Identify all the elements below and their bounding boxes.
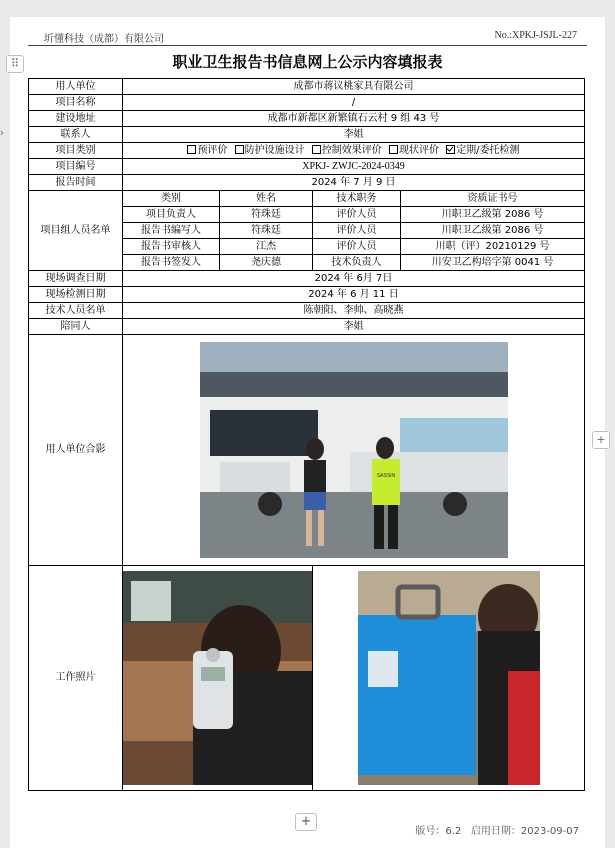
version-label: 版号：6.2 [415, 826, 462, 837]
label-group-photo: 用人单位合影 [29, 335, 123, 566]
label-team: 项目组人员名单 [29, 191, 123, 271]
value-survey-date[interactable]: 2024 年 6月 7日 [123, 271, 585, 287]
category-option-control[interactable]: 控制效果评价 [312, 145, 382, 156]
row-test-date [29, 287, 585, 303]
team-name[interactable]: 符珠廷 [220, 207, 313, 223]
document-number: No.:XPKJ-JSJL-227 [494, 30, 577, 41]
value-project-no[interactable]: XPKJ- ZWJC-2024-0349 [123, 159, 585, 175]
team-name[interactable]: 符珠廷 [220, 223, 313, 239]
checkbox-icon[interactable] [187, 145, 196, 154]
value-test-date[interactable]: 2024 年 6 月 11 日 [123, 287, 585, 303]
category-option-status[interactable]: 现状评价 [389, 145, 439, 156]
add-right-icon[interactable]: + [592, 431, 610, 449]
category-options [123, 143, 585, 159]
work-photo-cell-right [313, 566, 585, 791]
vest-text: SASSIN [376, 473, 395, 479]
label-companion: 陪同人 [29, 319, 123, 335]
category-option-design[interactable]: 防护设施设计 [235, 145, 305, 156]
team-header-cert: 资质证书号 [401, 191, 585, 207]
value-address[interactable]: 成都市新都区新繁镇石云村 9 组 43 号 [123, 111, 585, 127]
label-address: 建设地址 [29, 111, 123, 127]
team-role: 报告书签发人 [123, 255, 220, 271]
label-work-photo: 工作照片 [29, 566, 123, 791]
footer-info [415, 822, 579, 837]
label-category: 项目类别 [29, 143, 123, 159]
label-test-date: 现场检测日期 [29, 287, 123, 303]
row-group-photo [29, 335, 585, 566]
collapse-chevron-icon[interactable]: › [0, 126, 5, 139]
page-title: 职业卫生报告书信息网上公示内容填报表 [172, 53, 443, 71]
label-employer: 用人单位 [29, 79, 123, 95]
value-contact[interactable]: 李姐 [123, 127, 585, 143]
category-option-periodic[interactable]: 定期/委托检测 [446, 145, 519, 156]
row-employer [29, 79, 585, 95]
category-option-pre[interactable]: 预评价 [187, 145, 227, 156]
team-role: 报告书编写人 [123, 223, 220, 239]
checked-checkbox-icon[interactable] [446, 145, 455, 154]
label-contact: 联系人 [29, 127, 123, 143]
team-title[interactable]: 技术负责人 [313, 255, 401, 271]
report-form-table [28, 78, 585, 791]
row-category [29, 143, 585, 159]
label-project-name: 项目名称 [29, 95, 123, 111]
checkbox-icon[interactable] [235, 145, 244, 154]
row-survey-date [29, 271, 585, 287]
work-photo-sound-meter[interactable] [123, 571, 313, 785]
team-name[interactable]: 江杰 [220, 239, 313, 255]
label-project-no: 项目编号 [29, 159, 123, 175]
team-title[interactable]: 评价人员 [313, 207, 401, 223]
label-technicians: 技术人员名单 [29, 303, 123, 319]
row-companion [29, 319, 585, 335]
row-project-name [29, 95, 585, 111]
team-header-title: 技术职务 [313, 191, 401, 207]
team-role: 项目负责人 [123, 207, 220, 223]
row-report-time [29, 175, 585, 191]
value-technicians[interactable]: 陈朝阳、李帅、高晓燕 [123, 303, 585, 319]
team-role: 报告书审核人 [123, 239, 220, 255]
group-photo-cell [123, 335, 585, 566]
row-project-no [29, 159, 585, 175]
team-header-name: 姓名 [220, 191, 313, 207]
value-employer[interactable]: 成都市蒋议桃家具有限公司 [123, 79, 585, 95]
team-cert[interactable]: 川职卫乙级第 2086 号 [401, 223, 585, 239]
row-contact [29, 127, 585, 143]
value-report-time[interactable]: 2024 年 7 月 9 日 [123, 175, 585, 191]
team-header-role: 类别 [123, 191, 220, 207]
checkbox-icon[interactable] [312, 145, 321, 154]
add-row-icon[interactable]: + [295, 813, 317, 831]
work-photo-sampler[interactable] [358, 571, 540, 785]
start-date-label: 启用日期：2023-09-07 [470, 826, 579, 837]
row-team-header [29, 191, 585, 207]
value-project-name[interactable]: / [123, 95, 585, 111]
value-companion[interactable]: 李姐 [123, 319, 585, 335]
team-cert[interactable]: 川安卫乙构培字第 0041 号 [401, 255, 585, 271]
team-name[interactable]: 尧庆德 [220, 255, 313, 271]
row-address [29, 111, 585, 127]
team-cert[interactable]: 川职卫乙级第 2086 号 [401, 207, 585, 223]
team-title[interactable]: 评价人员 [313, 223, 401, 239]
label-survey-date: 现场调查日期 [29, 271, 123, 287]
row-technicians [29, 303, 585, 319]
label-report-time: 报告时间 [29, 175, 123, 191]
header-divider [28, 45, 587, 46]
team-title[interactable]: 评价人员 [313, 239, 401, 255]
work-photo-cell-left [123, 566, 313, 791]
drag-handle-icon[interactable]: ⠿ [6, 55, 24, 73]
checkbox-icon[interactable] [389, 145, 398, 154]
group-photo[interactable] [200, 342, 508, 558]
team-cert[interactable]: 川职（评）20210129 号 [401, 239, 585, 255]
company-name: 圻懂科技（成都）有限公司 [44, 34, 164, 45]
row-work-photo [29, 566, 585, 791]
